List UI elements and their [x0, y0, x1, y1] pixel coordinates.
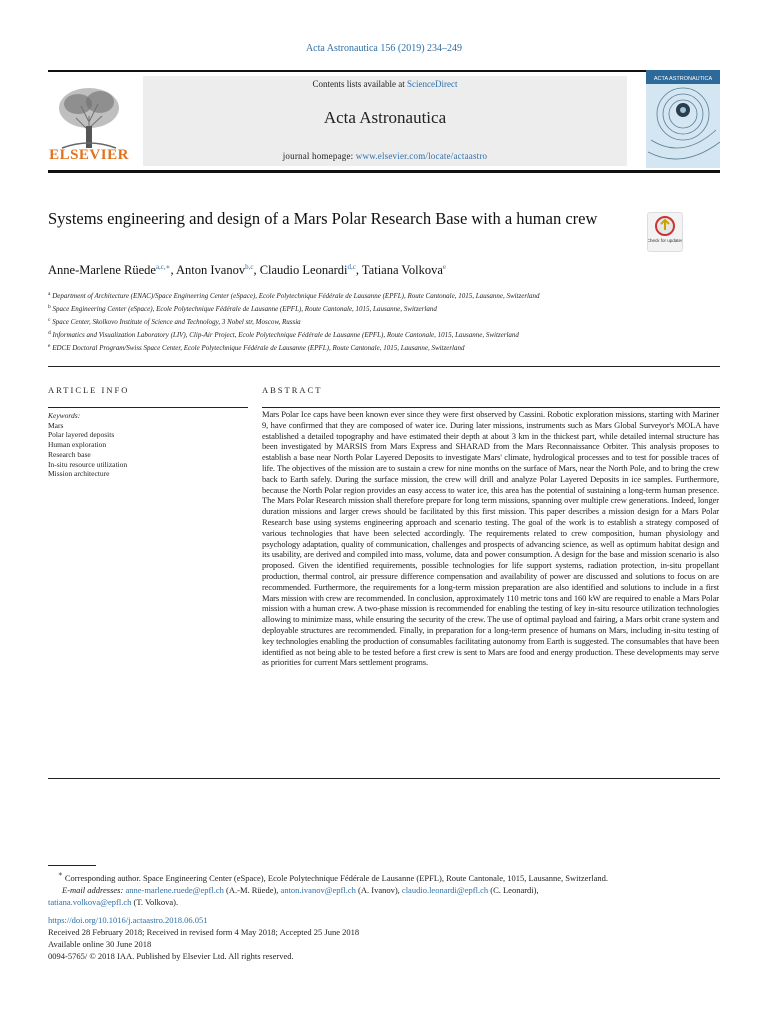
email-link[interactable]: claudio.leonardi@epfl.ch	[401, 885, 489, 895]
email-label: E-mail addresses:	[62, 885, 124, 895]
email-owner: (C. Leonardi),	[490, 885, 539, 895]
section-rule	[48, 778, 720, 779]
email-addresses-cont	[48, 896, 720, 908]
email-owner: (A. Ivanov),	[358, 885, 400, 895]
keyword-item: Research base	[48, 449, 91, 459]
affiliation-marker: d	[48, 330, 51, 336]
available-online: Available online 30 June 2018	[48, 939, 152, 949]
article-title: Systems engineering and design of a Mars Polar Research Base with a human crew	[48, 209, 598, 228]
section-rule	[48, 366, 720, 367]
header-bottom-rule	[48, 170, 720, 173]
email-link[interactable]: anton.ivanov@epfl.ch	[280, 885, 356, 895]
author-name[interactable]: Anton Ivanov	[176, 263, 246, 277]
affiliation-text: Informatics and Visualization Laboratory (LIV), Clip-Air Project, Ecole Polytechnique Fédérale de Lausanne (EPFL), Route Cantonale, 1015, Lausanne, Switzerland	[52, 331, 519, 339]
affiliation-item	[48, 341, 708, 354]
affiliation-item	[48, 328, 708, 341]
affiliation-item	[48, 302, 708, 315]
affiliation-text: EDCE Doctoral Program/Swiss Space Center, Ecole Polytechnique Fédérale de Lausanne (EPFL), Route Cantonale, 1015, Lausanne, Switzerland	[52, 344, 465, 352]
check-updates-icon	[648, 213, 682, 251]
affiliation-text: Department of Architecture (ENAC)/Space Engineering Center (eSpace), Ecole Polytechnique Fédérale de Lausanne (EPFL), Route Cantonale, 1015, Lausanne, Switzerland	[52, 292, 540, 300]
footnotes	[48, 868, 720, 908]
homepage-line	[143, 151, 627, 161]
author-list: Anne-Marlene Rüede$^{a,c,∗}$, Anton Ivanov$^{b,c}$, Claudio Leonardi$^{d,c}$, Tatiana Volkova$^e$	[48, 263, 446, 277]
received-dates: Received 28 February 2018; Received in revised form 4 May 2018; Accepted 25 June 2018	[48, 927, 360, 937]
affiliation-marker: a	[48, 291, 51, 297]
abstract-text: Mars Polar Ice caps have been known ever since they were first observed by Cassini. Robotic exploration missions, starting with Mariner 9, have confirmed that they are composed of water ice. During later missions, instruments such as Mars Global Surveyor's MOLA have established a detailed topography and have estimated their depth at about 3 km in the thickest part, while detailed internal structure has been investigated by MARSIS from Mars Express and SHARAD from the Mars Reconnaissance Orbiter. This analysis proposes to establish a base near North Polar Layered Deposits to investigate Mars' climate, hydrological processes and to test for possible traces of life. The objectives of the mission are to sustain a crew for nine months on the surface of Mars, near the North Pole, and to bring the crew back to Earth safely. During the surface mission, the crew will drill and analyze Polar Layered Deposits in ice samples. Furthermore, because the North Polar region provides an easy access to water ice, this area has the potential of sustaining a long-term human presence. The Mars Polar Research mission shall therefore prepare for long term missions, spanning over multiple crew generations. Indeed, longer duration missions and larger crews should be facilitated by this first mission. This paper describes a mission design for a Mars Polar Research base using systems engineering approach and scenario testing. The goal of the work is to establish a strategy composed of various technologies that have been selected accordingly. The requirements related to crew composition, human physiology and psychology adaptation, quality of communication, challenges and prospects of advancing science, as well as optimum habitat design and its usability, are derived and compiled into mass, volume, data and power consumption. A design for the base and mission scenario is also proposed. Given the identified requirements, possible technologies for life support systems, radiation protection, in-situ propellant production, thermal control, air pressure difference compensation and availability of power are discussed and solutions to focus on are recommended. Furthermore, the requirements for a long-term mission preparation are also identified and solutions to include in a first Mars mission with crew are recommended. In conclusion, approximately 110 metric tons and 160 kW are required to enable a Mars Polar mission with a human crew. A two-phase mission is recommended for enabling the testing of key in-situ resource utilization technologies allowing to minimize mass, while ensuring the security of the crew. The use of optimal payload and fairing, a Mars orbit crane system and deployable structures are recommended. Finally, in preparation for a long-term presence of humans on Mars, including in-situ testing of key technologies enabling the production of consumables facilitating autonomy from Earth is suggested. The consumables that have been identified as not being able to be tested before a first crew is sent to Mars are food and energy production. These developments may serve as priorities for current Mars settlement programs.	[262, 409, 719, 668]
abstract-heading: ABSTRACT	[262, 385, 323, 395]
author-name[interactable]: Tatiana Volkova	[361, 263, 443, 277]
corresponding-author-note: ∗ Corresponding author. Space Engineering Center (eSpace), Ecole Polytechnique Fédérale de Lausanne (EPFL), Route Cantonale, 1015, Lausanne, Switzerland.	[58, 870, 609, 883]
keyword-item: Polar layered deposits	[48, 430, 115, 440]
keywords-block	[48, 411, 248, 479]
affiliation-marker: b	[48, 304, 51, 310]
email-addresses	[48, 884, 720, 896]
email-link[interactable]: tatiana.volkova@epfl.ch	[48, 897, 132, 907]
journal-title: Acta Astronautica	[323, 108, 447, 127]
sciencedirect-link[interactable]: ScienceDirect	[407, 79, 458, 89]
check-for-updates-button[interactable]	[647, 212, 683, 252]
elsevier-wordmark: ELSEVIER	[49, 147, 129, 163]
author-affiliation-ref[interactable]: a,c,∗	[155, 263, 171, 271]
publication-info	[48, 914, 720, 962]
author-affiliation-ref[interactable]: b,c	[245, 263, 254, 271]
email-link[interactable]: anne-marlene.ruede@epfl.ch	[125, 885, 224, 895]
affiliation-item	[48, 289, 708, 302]
affiliation-text: Space Engineering Center (eSpace), Ecole Polytechnique Fédérale de Lausanne (EPFL), Route Cantonale, 1015, Lausanne, Switzerland	[52, 305, 437, 313]
check-updates-label: Check for updates	[648, 238, 682, 243]
keyword-item: Mission architecture	[48, 469, 110, 479]
cover-title: ACTA ASTRONAUTICA	[653, 76, 713, 82]
copyright-notice: 0094-5765/ © 2018 IAA. Published by Elsevier Ltd. All rights reserved.	[48, 951, 294, 961]
header-top-rule	[48, 70, 720, 72]
author-affiliation-ref[interactable]: d,c	[347, 263, 356, 271]
footnote-rule	[48, 865, 96, 866]
article-info-heading: ARTICLE INFO	[48, 385, 130, 395]
affiliation-item	[48, 315, 708, 328]
email-owner: (T. Volkova).	[133, 897, 179, 907]
keywords-label: Keywords:	[48, 411, 81, 420]
author-name[interactable]: Anne-Marlene Rüede	[48, 263, 156, 277]
article-info-rule	[48, 407, 248, 408]
corresponding-author-text: Corresponding author. Space Engineering Center (eSpace), Ecole Polytechnique Fédérale de Lausanne (EPFL), Route Cantonale, 1015, Lausanne, Switzerland.	[64, 873, 609, 883]
contents-line	[143, 79, 627, 89]
journal-cover-image	[646, 70, 720, 168]
journal-citation-link[interactable]: Acta Astronautica 156 (2019) 234–249	[305, 43, 463, 54]
affiliation-text: Space Center, Skolkovo Institute of Science and Technology, 3 Nobel str, Moscow, Russia	[52, 318, 301, 326]
keyword-item: Human exploration	[48, 440, 107, 450]
affiliations	[48, 289, 708, 354]
homepage-prefix: journal homepage:	[282, 151, 356, 161]
author-name[interactable]: Claudio Leonardi	[259, 263, 348, 277]
affiliation-marker: e	[48, 343, 51, 349]
email-owner: (A.-M. Rüede),	[226, 885, 279, 895]
affiliation-marker: c	[48, 317, 51, 323]
abstract-rule	[262, 407, 720, 408]
author-affiliation-ref[interactable]: e	[442, 263, 446, 271]
doi-link[interactable]: https://doi.org/10.1016/j.actaastro.2018.06.051	[48, 915, 208, 925]
homepage-link[interactable]: www.elsevier.com/locate/actaastro	[355, 151, 488, 161]
keyword-item: In-situ resource utilization	[48, 459, 128, 469]
contents-prefix: Contents lists available at	[312, 79, 407, 89]
keyword-item: Mars	[48, 420, 64, 430]
